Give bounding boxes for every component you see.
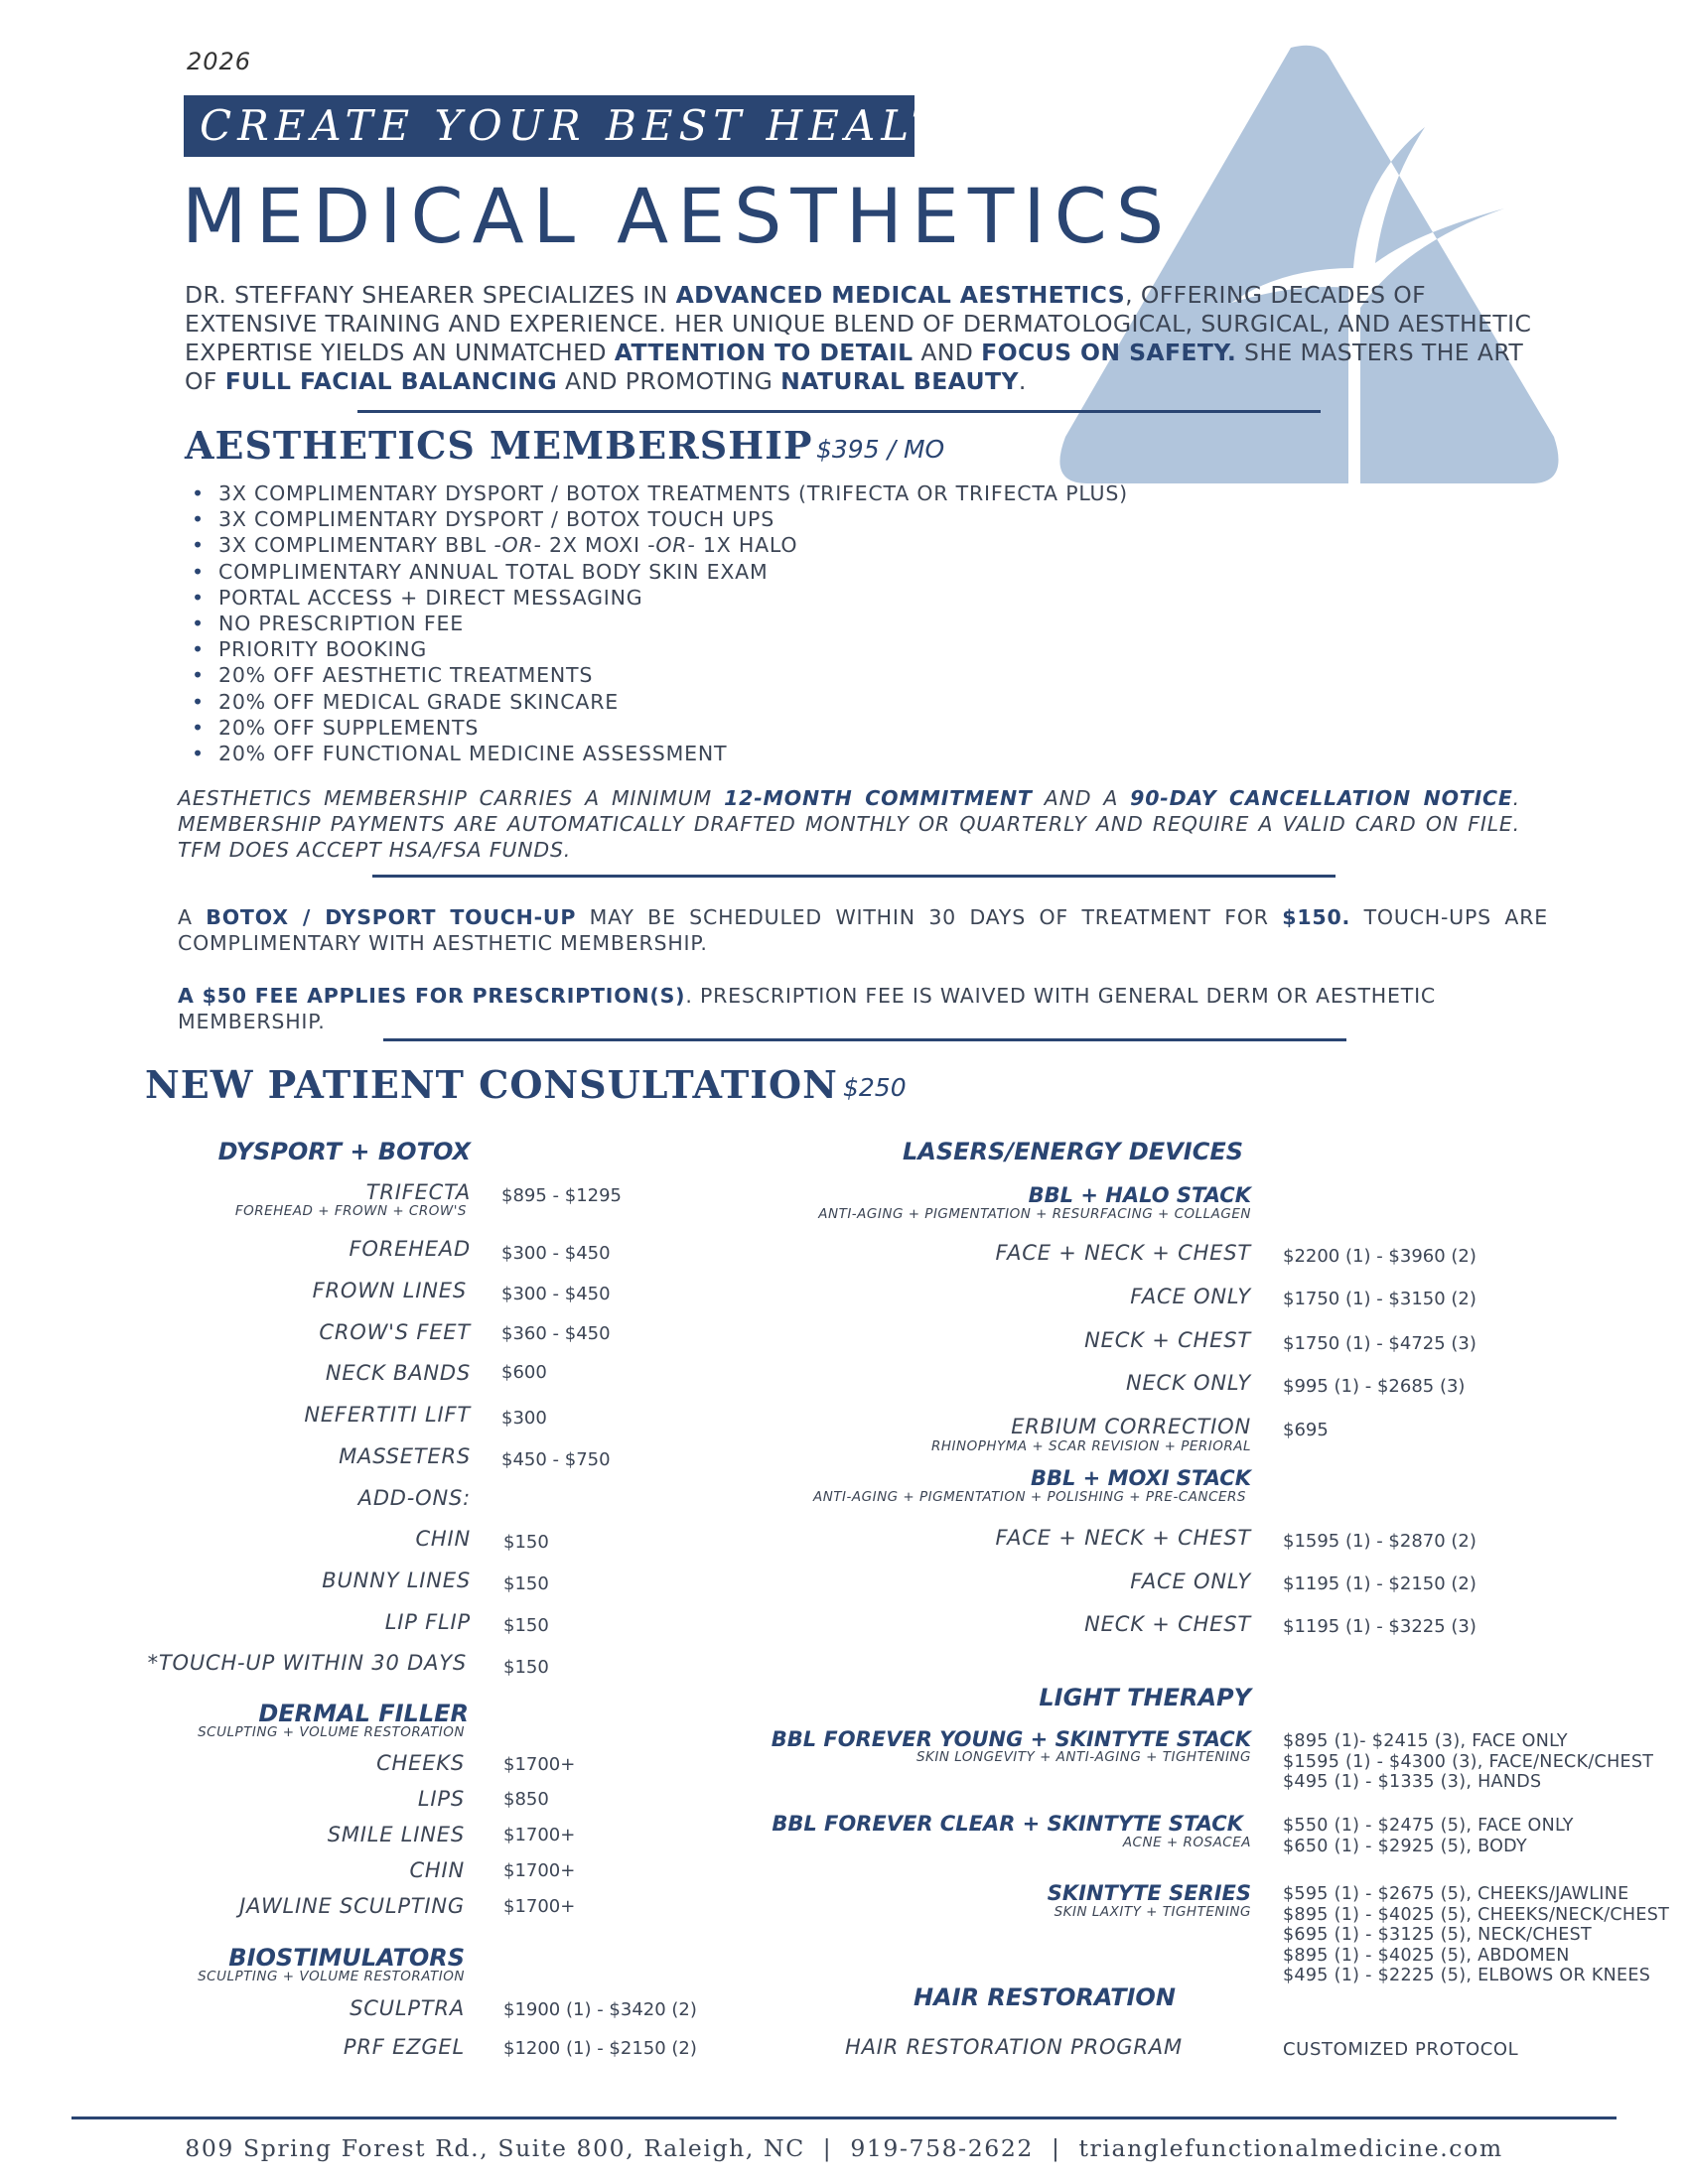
moxi-stack-title: BBL + MOXI STACK xyxy=(1030,1466,1251,1490)
light-therapy-heading: LIGHT THERAPY xyxy=(1039,1684,1251,1711)
erbium-sub: RHINOPHYMA + SCAR REVISION + PERIORAL xyxy=(930,1438,1251,1454)
jawline-price: $1700+ xyxy=(503,1896,576,1917)
price-line: $895 (1)- $2415 (3), FACE ONLY xyxy=(1283,1731,1568,1751)
neck-bands-price: $600 xyxy=(501,1362,547,1383)
erbium-label: ERBIUM CORRECTION xyxy=(1011,1415,1251,1438)
halo-neck-chest-price: $1750 (1) - $4725 (3) xyxy=(1283,1333,1477,1354)
halo-face-only-price: $1750 (1) - $3150 (2) xyxy=(1283,1289,1477,1309)
dermal-filler-sub: SCULPTING + VOLUME RESTORATION xyxy=(198,1724,465,1740)
erbium-price: $695 xyxy=(1283,1420,1329,1440)
list-item: • 20% OFF AESTHETIC TREATMENTS xyxy=(189,662,1128,688)
chin-filler-price: $1700+ xyxy=(503,1860,576,1881)
chin-addon-price: $150 xyxy=(503,1532,549,1553)
phone-number: 919-758-2622 xyxy=(850,2134,1034,2162)
divider xyxy=(372,875,1336,878)
membership-heading: AESTHETICS MEMBERSHIP xyxy=(185,423,813,468)
moxi-neck-chest-price: $1195 (1) - $3225 (3) xyxy=(1283,1616,1477,1637)
website-link[interactable]: trianglefunctionalmedicine.com xyxy=(1078,2134,1503,2162)
dysport-botox-heading: DYSPORT + BOTOX xyxy=(217,1138,471,1165)
nefertiti-lift-label: NEFERTITI LIFT xyxy=(304,1403,471,1427)
halo-face-only-label: FACE ONLY xyxy=(1130,1285,1251,1308)
trifecta-sub: FOREHEAD + FROWN + CROW'S xyxy=(234,1203,467,1219)
trifecta-label: TRIFECTA xyxy=(365,1180,471,1204)
address: 809 Spring Forest Rd., Suite 800, Raleigh, NC xyxy=(185,2134,805,2162)
jawline-label: JAWLINE SCULPTING xyxy=(239,1894,465,1918)
crows-feet-label: CROW'S FEET xyxy=(319,1320,471,1344)
list-item: • 20% OFF MEDICAL GRADE SKINCARE xyxy=(189,689,1128,715)
tagline-text: CREATE YOUR BEST HEALTH xyxy=(200,101,988,150)
forever-clear-sub: ACNE + ROSACEA xyxy=(1122,1835,1251,1850)
membership-notice: AESTHETICS MEMBERSHIP CARRIES A MINIMUM 12-MONTH COMMITMENT AND A 90-DAY CANCELLATION NOTICE. MEMBERSHIP PAYMENTS ARE AUTOMATICALLY DRAFTED MONTHLY OR QUARTERLY AND REQUIRE A VALID CARD ON FILE. TFM DOES ACCEPT HSA/FSA FUNDS. xyxy=(178,786,1520,862)
forever-young-sub: SKIN LONGEVITY + ANTI-AGING + TIGHTENING xyxy=(915,1749,1251,1765)
intro-paragraph: DR. STEFFANY SHEARER SPECIALIZES IN ADVANCED MEDICAL AESTHETICS, OFFERING DECADES OF EXTENSIVE TRAINING AND EXPERIENCE. HER UNIQUE BLEND OF DERMATOLOGICAL, SURGICAL, AND AESTHETIC EXPERTISE YIELDS AN UNMATCHED ATTENTION TO DETAIL AND FOCUS ON SAFETY. SHE MASTERS THE ART OF FULL FACIAL BALANCING AND PROMOTING NATURAL BEAUTY. xyxy=(185,281,1532,395)
skintyte-series-title: SKINTYTE SERIES xyxy=(1047,1881,1251,1905)
page-title: MEDICAL AESTHETICS xyxy=(182,172,1174,260)
list-item: • 3X COMPLIMENTARY DYSPORT / BOTOX TREATMENTS (TRIFECTA OR TRIFECTA PLUS) xyxy=(189,480,1128,506)
list-item: • 3X COMPLIMENTARY BBL -OR- 2X MOXI -OR- 1X HALO xyxy=(189,532,1128,558)
biostimulators-sub: SCULPTING + VOLUME RESTORATION xyxy=(198,1969,465,1984)
price-line: $895 (1) - $4025 (5), ABDOMEN xyxy=(1283,1945,1570,1966)
bunny-lines-label: BUNNY LINES xyxy=(322,1569,471,1592)
forever-clear-title: BBL FOREVER CLEAR + SKINTYTE STACK xyxy=(772,1812,1243,1836)
price-line: $650 (1) - $2925 (5), BODY xyxy=(1283,1836,1527,1856)
tagline-banner xyxy=(184,95,988,157)
price-line: $495 (1) - $2225 (5), ELBOWS OR KNEES xyxy=(1283,1966,1651,1985)
trifecta-price: $895 - $1295 xyxy=(501,1185,623,1206)
membership-benefits-list xyxy=(189,480,1128,766)
skintyte-series-sub: SKIN LAXITY + TIGHTENING xyxy=(1054,1904,1251,1920)
bunny-lines-price: $150 xyxy=(503,1573,549,1594)
touchup-note: A BOTOX / DYSPORT TOUCH-UP MAY BE SCHEDULED WITHIN 30 DAYS OF TREATMENT FOR $150. TOUCH-UPS ARE COMPLIMENTARY WITH AESTHETIC MEMBERSHIP. xyxy=(178,905,1548,955)
hair-program-label: HAIR RESTORATION PROGRAM xyxy=(845,2035,1183,2059)
moxi-neck-chest-label: NECK + CHEST xyxy=(1084,1612,1251,1636)
skintyte-series-prices xyxy=(1283,1884,1669,1986)
moxi-face-neck-chest-price: $1595 (1) - $2870 (2) xyxy=(1283,1531,1477,1552)
membership-price: $395 / MO xyxy=(816,435,945,464)
masseters-price: $450 - $750 xyxy=(501,1449,611,1470)
sculptra-price: $1900 (1) - $3420 (2) xyxy=(503,1999,697,2020)
separator: | xyxy=(822,2134,833,2162)
dermal-filler-heading: DERMAL FILLER xyxy=(258,1700,469,1727)
price-line: $595 (1) - $2675 (5), CHEEKS/JAWLINE xyxy=(1283,1884,1629,1904)
prf-ezgel-price: $1200 (1) - $2150 (2) xyxy=(503,2038,697,2059)
list-item: • PRIORITY BOOKING xyxy=(189,636,1128,662)
halo-face-neck-chest-price: $2200 (1) - $3960 (2) xyxy=(1283,1246,1477,1267)
touchup-addon-label: *TOUCH-UP WITHIN 30 DAYS xyxy=(147,1651,467,1675)
prescription-note: A $50 FEE APPLIES FOR PRESCRIPTION(S). PRESCRIPTION FEE IS WAIVED WITH GENERAL DERM OR AESTHETIC MEMBERSHIP. xyxy=(178,984,1437,1033)
price-line: $695 (1) - $3125 (5), NECK/CHEST xyxy=(1283,1925,1593,1945)
list-item: • PORTAL ACCESS + DIRECT MESSAGING xyxy=(189,585,1128,611)
moxi-face-neck-chest-label: FACE + NECK + CHEST xyxy=(995,1526,1251,1550)
year-label: 2026 xyxy=(187,48,252,75)
halo-stack-title: BBL + HALO STACK xyxy=(1028,1183,1251,1207)
forever-young-title: BBL FOREVER YOUNG + SKINTYTE STACK xyxy=(771,1727,1251,1751)
triangle-logo-icon xyxy=(1048,40,1564,496)
divider xyxy=(357,410,1321,413)
frown-lines-price: $300 - $450 xyxy=(501,1284,611,1304)
sculptra-label: SCULPTRA xyxy=(350,1996,465,2020)
crows-feet-price: $360 - $450 xyxy=(501,1323,611,1344)
halo-stack-sub: ANTI-AGING + PIGMENTATION + RESURFACING + COLLAGEN xyxy=(818,1206,1251,1222)
list-item: • NO PRESCRIPTION FEE xyxy=(189,611,1128,636)
moxi-face-only-label: FACE ONLY xyxy=(1130,1570,1251,1593)
frown-lines-label: FROWN LINES xyxy=(312,1279,467,1302)
price-line: $895 (1) - $4025 (5), CHEEKS/NECK/CHEST xyxy=(1283,1904,1670,1925)
smile-lines-label: SMILE LINES xyxy=(327,1823,465,1846)
forever-clear-prices xyxy=(1283,1816,1574,1856)
lips-price: $850 xyxy=(503,1789,549,1810)
neck-bands-label: NECK BANDS xyxy=(325,1361,471,1385)
prf-ezgel-label: PRF EZGEL xyxy=(343,2035,465,2059)
lip-flip-price: $150 xyxy=(503,1615,549,1636)
separator: | xyxy=(1051,2134,1061,2162)
list-item: • 3X COMPLIMENTARY DYSPORT / BOTOX TOUCH UPS xyxy=(189,506,1128,532)
masseters-label: MASSETERS xyxy=(339,1444,471,1468)
list-item: • 20% OFF FUNCTIONAL MEDICINE ASSESSMENT xyxy=(189,741,1128,766)
cheeks-price: $1700+ xyxy=(503,1754,576,1775)
forehead-label: FOREHEAD xyxy=(349,1237,471,1261)
halo-face-neck-chest-label: FACE + NECK + CHEST xyxy=(995,1241,1251,1265)
biostimulators-heading: BIOSTIMULATORS xyxy=(228,1944,465,1972)
moxi-face-only-price: $1195 (1) - $2150 (2) xyxy=(1283,1573,1477,1594)
halo-neck-chest-label: NECK + CHEST xyxy=(1084,1328,1251,1352)
price-line: $1595 (1) - $4300 (3), FACE/NECK/CHEST xyxy=(1283,1751,1654,1772)
addons-label: ADD-ONS: xyxy=(357,1486,471,1510)
list-item: • COMPLIMENTARY ANNUAL TOTAL BODY SKIN EXAM xyxy=(189,559,1128,585)
halo-neck-only-label: NECK ONLY xyxy=(1125,1371,1251,1395)
lips-label: LIPS xyxy=(417,1787,465,1811)
chin-filler-label: CHIN xyxy=(409,1858,465,1882)
consultation-price: $250 xyxy=(843,1073,907,1102)
chin-addon-label: CHIN xyxy=(415,1527,471,1551)
moxi-stack-sub: ANTI-AGING + PIGMENTATION + POLISHING + PRE-CANCERS xyxy=(812,1489,1246,1505)
touchup-addon-price: $150 xyxy=(503,1657,549,1678)
lip-flip-label: LIP FLIP xyxy=(384,1610,471,1634)
footer-divider xyxy=(71,2116,1617,2119)
hair-program-price: CUSTOMIZED PROTOCOL xyxy=(1283,2039,1519,2060)
footer-contact xyxy=(0,2134,1688,2162)
consultation-heading: NEW PATIENT CONSULTATION xyxy=(145,1062,838,1107)
forehead-price: $300 - $450 xyxy=(501,1243,611,1264)
list-item: • 20% OFF SUPPLEMENTS xyxy=(189,715,1128,741)
forever-young-prices xyxy=(1283,1731,1653,1793)
cheeks-label: CHEEKS xyxy=(376,1751,465,1775)
lasers-heading: LASERS/ENERGY DEVICES xyxy=(902,1138,1243,1165)
halo-neck-only-price: $995 (1) - $2685 (3) xyxy=(1283,1376,1466,1397)
nefertiti-lift-price: $300 xyxy=(501,1408,547,1429)
smile-lines-price: $1700+ xyxy=(503,1825,576,1845)
price-line: $495 (1) - $1335 (3), HANDS xyxy=(1283,1772,1542,1792)
divider xyxy=(383,1038,1346,1041)
price-line: $550 (1) - $2475 (5), FACE ONLY xyxy=(1283,1816,1574,1836)
hair-restoration-heading: HAIR RESTORATION xyxy=(914,1983,1176,2011)
